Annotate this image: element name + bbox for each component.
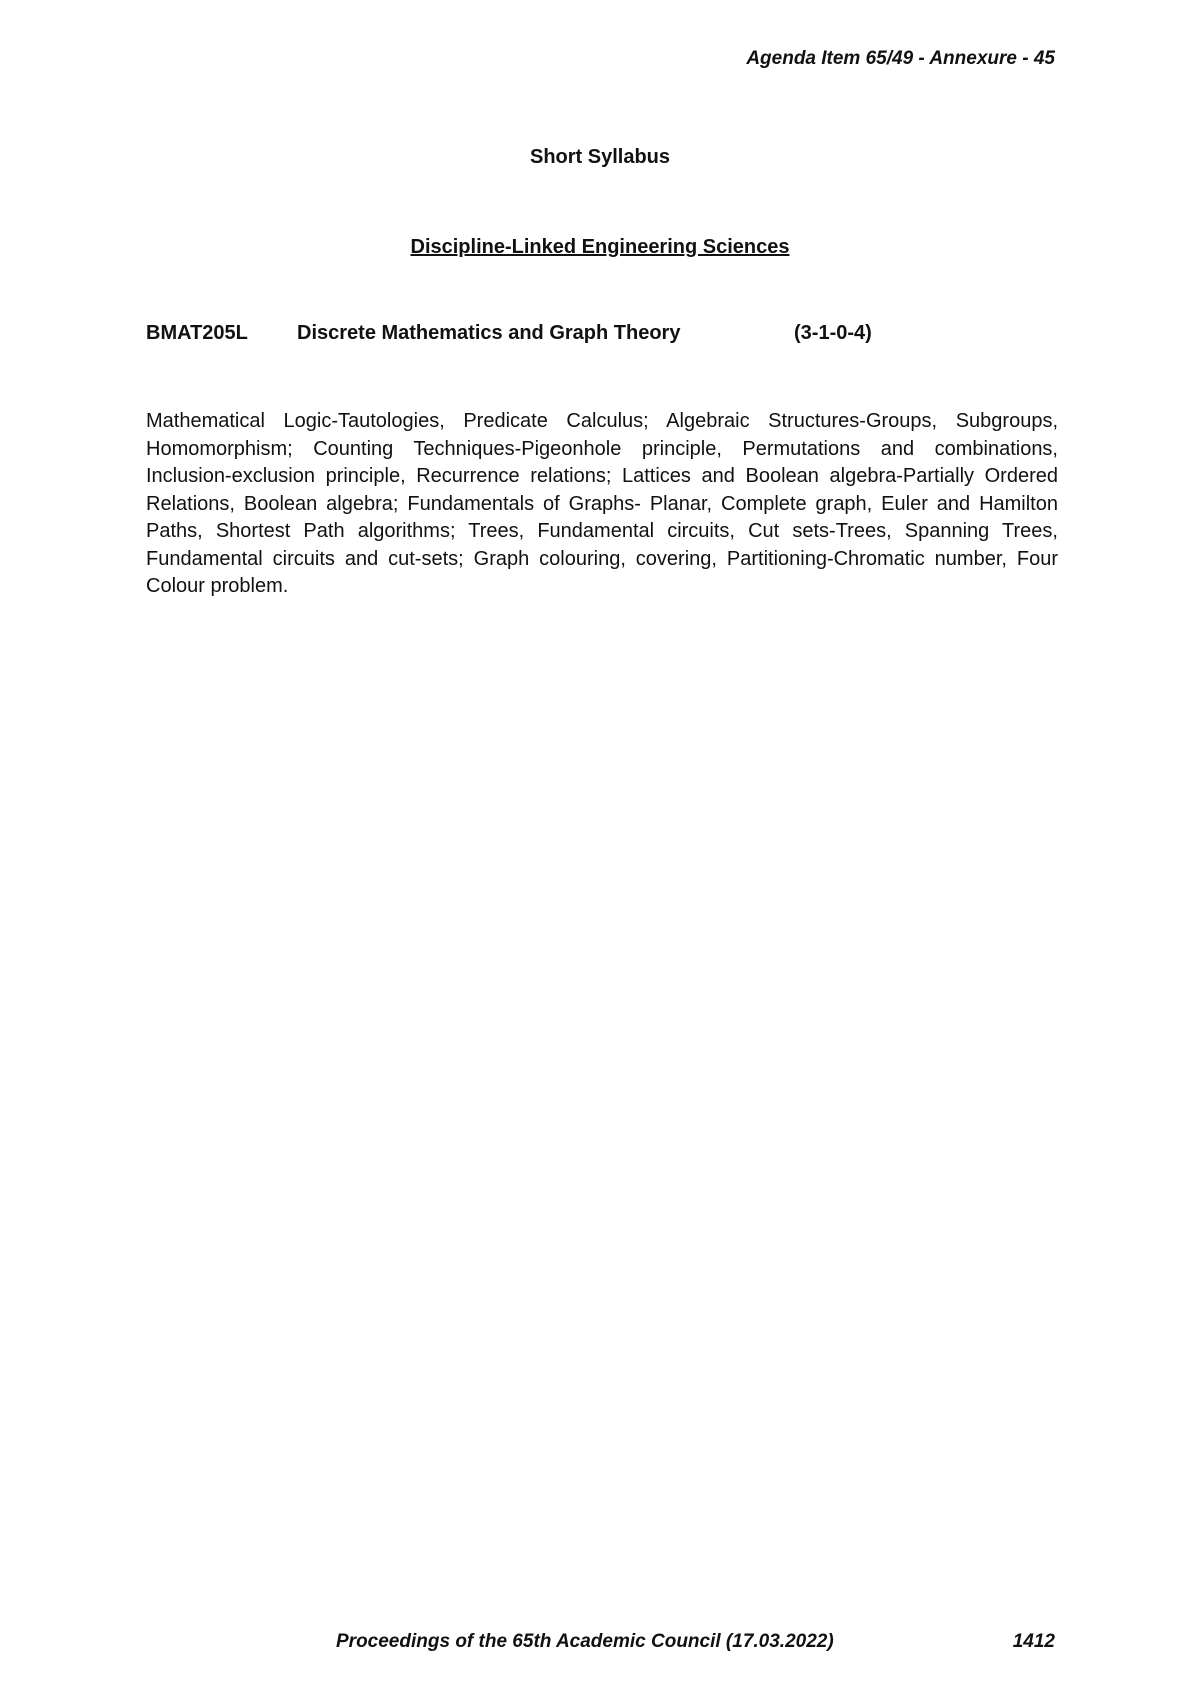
footer-proceedings: Proceedings of the 65th Academic Council (17.03.2022) <box>336 1631 834 1652</box>
course-credits: (3-1-0-4) <box>794 322 872 344</box>
section-heading: Discipline-Linked Engineering Sciences <box>410 236 790 258</box>
agenda-reference: Agenda Item 65/49 - Annexure - 45 <box>746 48 1055 69</box>
course-title: Discrete Mathematics and Graph Theory <box>297 322 681 344</box>
footer-page-number: 1412 <box>1012 1631 1055 1652</box>
syllabus-content: Mathematical Logic-Tautologies, Predicate Calculus; Algebraic Structures-Groups, Subgroups, Homomorphism; Counting Techniques-Pigeonhole principle, Permutations and combinations, Inclusion-exclusion principle, Recurrence relations; Lattices and Boolean algebra-Partially Ordered Relations, Boolean algebra; Fundamentals of Graphs- Planar, Complete graph, Euler and Hamilton Paths, Shortest Path algorithms; Trees, Fundamental circuits, Cut sets-Trees, Spanning Trees, Fundamental circuits and cut-sets; Graph colouring, covering, Partitioning-Chromatic number, Four Colour problem. <box>146 410 1058 597</box>
course-code: BMAT205L <box>146 322 248 344</box>
page-title: Short Syllabus <box>529 146 671 168</box>
